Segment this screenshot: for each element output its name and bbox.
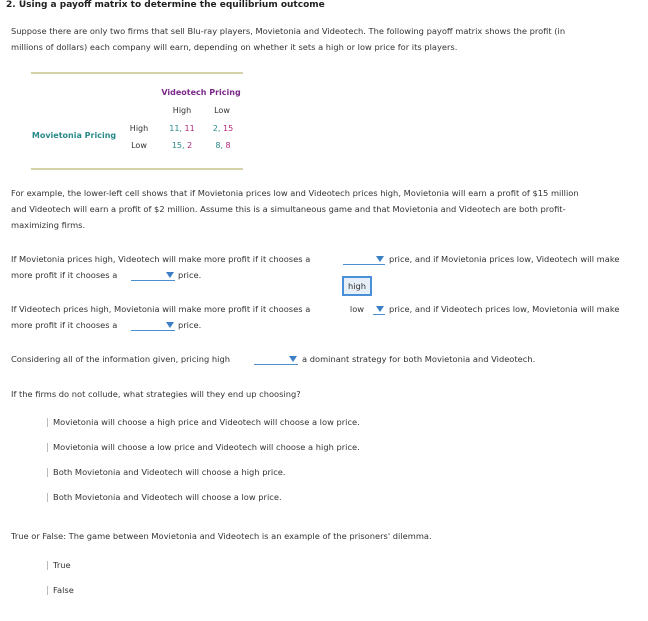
payoff-matrix bbox=[31, 72, 243, 170]
q2-text-1: If Videotech prices high, Movietonia will make more profit if it chooses a bbox=[11, 304, 311, 314]
q3-text-1: Considering all of the information given, pricing high bbox=[11, 354, 230, 364]
q2-text-4: price. bbox=[178, 320, 202, 330]
intro-line-1: Suppose there are only two firms that sell Blu-ray players, Movietonia and Videotech. The following payoff matrix shows the profit (in bbox=[11, 26, 566, 36]
cell-hl-movietonia: 2 bbox=[212, 124, 218, 133]
dropdown-option-low[interactable]: low bbox=[349, 304, 365, 314]
q5-radio-false[interactable] bbox=[47, 586, 52, 595]
q2-dropdown-1[interactable] bbox=[373, 304, 385, 315]
q3-dropdown[interactable] bbox=[254, 354, 298, 365]
q5-prompt: True or False: The game between Movietonia and Videotech is an example of the prisoners' dilemma. bbox=[11, 531, 432, 541]
dropdown-options-popup bbox=[342, 271, 372, 321]
q1-text-3: more profit if it chooses a bbox=[11, 270, 118, 280]
col-low-label: Low bbox=[214, 106, 230, 115]
q4-radio-2[interactable] bbox=[47, 443, 52, 452]
q2-text-2: price, and if Videotech prices low, Movietonia will make bbox=[389, 304, 620, 314]
cell-separator: , bbox=[217, 124, 223, 133]
col-high-label: High bbox=[172, 106, 192, 115]
column-player-label: Videotech Pricing bbox=[161, 88, 241, 97]
q3-text-2: a dominant strategy for both Movietonia and Videotech. bbox=[302, 354, 536, 364]
q1-dropdown-2[interactable] bbox=[131, 270, 175, 281]
q5-radio-true[interactable] bbox=[47, 561, 52, 570]
q2-text-3: more profit if it chooses a bbox=[11, 320, 118, 330]
q1-text-4: price. bbox=[178, 270, 202, 280]
q4-option-1[interactable]: Movietonia will choose a high price and Videotech will choose a low price. bbox=[53, 417, 360, 427]
example-line-2: and Videotech will earn a profit of $2 million. Assume this is a simultaneous game and that Movietonia and Videotech are both profit- bbox=[11, 204, 566, 214]
q2-dropdown-2[interactable] bbox=[131, 320, 175, 331]
question-title: 2. Using a payoff matrix to determine the equilibrium outcome bbox=[6, 0, 325, 10]
cell-ll-videotech: 8 bbox=[225, 141, 231, 150]
dropdown-option-high[interactable]: high bbox=[342, 276, 372, 296]
q4-option-2[interactable]: Movietonia will choose a low price and Videotech will choose a high price. bbox=[53, 442, 360, 452]
dropdown-arrow-icon bbox=[166, 272, 174, 278]
cell-lh-videotech: 2 bbox=[187, 141, 193, 150]
cell-low-high bbox=[163, 141, 201, 150]
q4-option-4[interactable]: Both Movietonia and Videotech will choose a low price. bbox=[53, 492, 282, 502]
q4-radio-3[interactable] bbox=[47, 468, 52, 477]
cell-hl-videotech: 15 bbox=[223, 124, 234, 133]
q1-text-1: If Movietonia prices high, Videotech will make more profit if it chooses a bbox=[11, 254, 311, 264]
row-high-label: High bbox=[129, 124, 149, 133]
cell-ll-movietonia: 8 bbox=[215, 141, 221, 150]
q5-option-false[interactable]: False bbox=[53, 585, 74, 595]
cell-separator: , bbox=[220, 141, 226, 150]
intro-line-2: millions of dollars) each company will earn, depending on whether it sets a high or low price for its players. bbox=[11, 42, 458, 52]
q1-dropdown-1[interactable] bbox=[343, 254, 385, 265]
dropdown-arrow-icon bbox=[166, 322, 174, 328]
row-player-label: Movietonia Pricing bbox=[31, 131, 117, 140]
cell-lh-movietonia: 15 bbox=[171, 141, 182, 150]
cell-low-low bbox=[205, 141, 241, 150]
cell-hh-movietonia: 11 bbox=[169, 124, 180, 133]
q4-option-3[interactable]: Both Movietonia and Videotech will choose a high price. bbox=[53, 467, 286, 477]
q4-radio-1[interactable] bbox=[47, 418, 52, 427]
cell-high-high bbox=[163, 124, 201, 133]
cell-separator: , bbox=[182, 141, 188, 150]
q5-option-true[interactable]: True bbox=[53, 560, 71, 570]
cell-hh-videotech: 11 bbox=[184, 124, 195, 133]
cell-high-low bbox=[205, 124, 241, 133]
row-low-label: Low bbox=[131, 141, 147, 150]
q1-text-2: price, and if Movietonia prices low, Videotech will make bbox=[389, 254, 620, 264]
q4-prompt: If the firms do not collude, what strategies will they end up choosing? bbox=[11, 389, 301, 399]
dropdown-arrow-icon bbox=[376, 256, 384, 262]
example-line-1: For example, the lower-left cell shows that if Movietonia prices low and Videotech prices high, Movietonia will earn a profit of $15 million bbox=[11, 188, 579, 198]
dropdown-arrow-icon bbox=[289, 356, 297, 362]
example-line-3: maximizing firms. bbox=[11, 220, 86, 230]
cell-separator: , bbox=[179, 124, 185, 133]
q4-radio-4[interactable] bbox=[47, 493, 52, 502]
dropdown-arrow-icon bbox=[376, 306, 384, 312]
